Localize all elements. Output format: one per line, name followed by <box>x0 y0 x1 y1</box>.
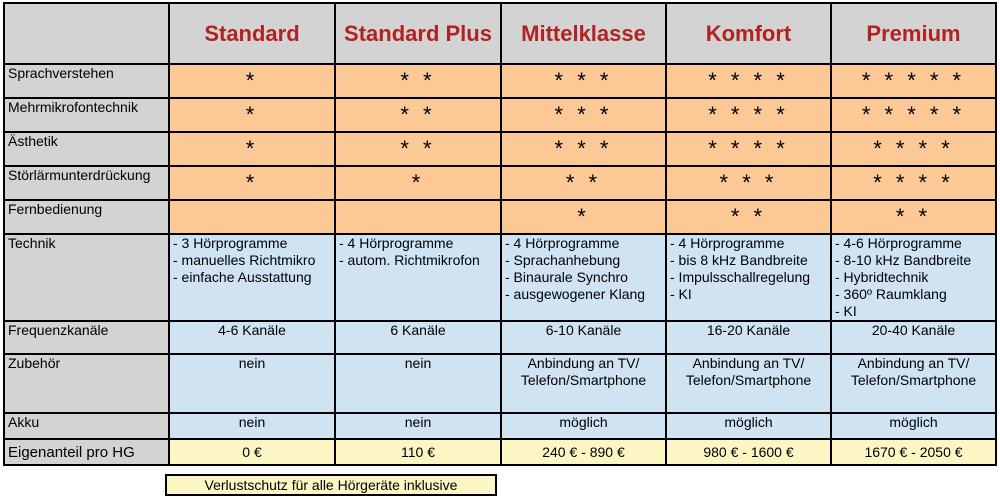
akku-cell: nein <box>169 413 335 439</box>
feature-line: - 4 Hörprogramme <box>339 235 454 251</box>
column-header-standard-plus: Standard Plus <box>335 3 501 64</box>
rating-cell: * * * * * <box>831 98 996 132</box>
feature-line: - 360º Raumklang <box>835 286 947 302</box>
column-header-komfort: Komfort <box>666 3 831 64</box>
feature-line: - 3 Hörprogramme <box>173 235 288 251</box>
rating-cell: * * * <box>501 64 666 98</box>
row-akku <box>4 413 996 439</box>
feature-line: - 8-10 kHz Bandbreite <box>835 252 972 268</box>
zubehoer-line: Telefon/Smartphone <box>520 372 647 388</box>
feature-line: - 4 Hörprogramme <box>505 235 620 251</box>
rating-cell: * * * <box>501 132 666 166</box>
feature-line: - KI <box>835 303 857 319</box>
rating-cell: * * <box>335 64 501 98</box>
technik-cell-standard-plus <box>335 234 501 321</box>
row-aesthetik <box>4 132 996 166</box>
header-corner <box>4 3 169 64</box>
rating-cell: * * <box>831 200 996 234</box>
zubehoer-cell <box>831 354 996 413</box>
column-header-standard: Standard <box>169 3 335 64</box>
zubehoer-cell <box>169 354 335 413</box>
zubehoer-cell <box>501 354 666 413</box>
row-eigenanteil <box>4 439 996 465</box>
rating-cell: * * * * * <box>831 64 996 98</box>
feature-line: - Binaurale Synchro <box>505 269 628 285</box>
zubehoer-line: Anbindung an TV/ <box>857 355 970 371</box>
rating-cell: * * <box>666 200 831 234</box>
rating-cell: * * * * <box>666 132 831 166</box>
rating-cell: * * * * <box>831 166 996 200</box>
rating-cell: * <box>335 166 501 200</box>
price-cell: 980 € - 1600 € <box>666 439 831 465</box>
zubehoer-line: Telefon/Smartphone <box>685 372 812 388</box>
rating-cell: * <box>501 200 666 234</box>
insurance-note: Verlustschutz für alle Hörgeräte inklusive <box>165 474 497 496</box>
zubehoer-line: Anbindung an TV/ <box>527 355 640 371</box>
feature-line: - 4-6 Hörprogramme <box>835 235 962 251</box>
zubehoer-line: nein <box>404 355 432 371</box>
akku-cell: möglich <box>831 413 996 439</box>
rating-cell: * * <box>335 132 501 166</box>
price-cell: 0 € <box>169 439 335 465</box>
header-row <box>4 3 996 64</box>
rating-cell: * <box>169 166 335 200</box>
rating-cell: * * * <box>666 166 831 200</box>
feature-line: - einfache Ausstattung <box>173 269 312 285</box>
row-technik <box>4 234 996 321</box>
row-label: Akku <box>4 413 169 439</box>
row-stoerlaermunterdrueckung <box>4 166 996 200</box>
technik-cell-komfort <box>666 234 831 321</box>
rating-cell: * <box>169 132 335 166</box>
technik-cell-mittelklasse <box>501 234 666 321</box>
price-cell: 240 € - 890 € <box>501 439 666 465</box>
zubehoer-cell <box>666 354 831 413</box>
rating-cell: * * * * <box>666 64 831 98</box>
row-fernbedienung <box>4 200 996 234</box>
feature-line: - bis 8 kHz Bandbreite <box>670 252 808 268</box>
row-label: Mehrmikrofontechnik <box>4 98 169 132</box>
frequenz-cell: 16-20 Kanäle <box>666 321 831 354</box>
frequenz-cell: 20-40 Kanäle <box>831 321 996 354</box>
zubehoer-line: nein <box>238 355 266 371</box>
column-header-mittelklasse: Mittelklasse <box>501 3 666 64</box>
feature-line: - 4 Hörprogramme <box>670 235 785 251</box>
rating-cell <box>169 200 335 234</box>
frequenz-cell: 6 Kanäle <box>335 321 501 354</box>
akku-cell: möglich <box>666 413 831 439</box>
rating-cell: * <box>169 64 335 98</box>
feature-line: - ausgewogener Klang <box>505 286 646 302</box>
rating-cell: * * * * <box>666 98 831 132</box>
rating-cell: * * * <box>501 98 666 132</box>
row-label: Ästhetik <box>4 132 169 166</box>
feature-line: - KI <box>670 286 692 302</box>
frequenz-cell: 6-10 Kanäle <box>501 321 666 354</box>
akku-cell: nein <box>335 413 501 439</box>
row-label: Eigenanteil pro HG <box>4 439 169 465</box>
rating-cell: * * <box>501 166 666 200</box>
rating-cell: * <box>169 98 335 132</box>
feature-line: - Sprachanhebung <box>505 252 621 268</box>
feature-line: - Hybridtechnik <box>835 269 929 285</box>
feature-line: - manuelles Richtmikro <box>173 252 316 268</box>
price-cell: 1670 € - 2050 € <box>831 439 996 465</box>
feature-line: - Impulsschallregelung <box>670 269 811 285</box>
row-label: Frequenzkanäle <box>4 321 169 354</box>
technik-cell-standard <box>169 234 335 321</box>
rating-cell: * * <box>335 98 501 132</box>
zubehoer-line: Anbindung an TV/ <box>692 355 805 371</box>
row-zubehoer <box>4 354 996 413</box>
zubehoer-cell <box>335 354 501 413</box>
zubehoer-line: Telefon/Smartphone <box>850 372 977 388</box>
row-label: Zubehör <box>4 354 169 413</box>
row-sprachverstehen <box>4 64 996 98</box>
row-mehrmikrofontechnik <box>4 98 996 132</box>
feature-line: - autom. Richtmikrofon <box>339 252 480 268</box>
row-label: Fernbedienung <box>4 200 169 234</box>
row-label: Sprachverstehen <box>4 64 169 98</box>
comparison-table <box>3 2 997 466</box>
row-label: Störlärmunterdrückung <box>4 166 169 200</box>
price-cell: 110 € <box>335 439 501 465</box>
frequenz-cell: 4-6 Kanäle <box>169 321 335 354</box>
row-label: Technik <box>4 234 169 321</box>
rating-cell <box>335 200 501 234</box>
column-header-premium: Premium <box>831 3 996 64</box>
rating-cell: * * * * <box>831 132 996 166</box>
row-frequenzkanaele <box>4 321 996 354</box>
akku-cell: möglich <box>501 413 666 439</box>
technik-cell-premium <box>831 234 996 321</box>
